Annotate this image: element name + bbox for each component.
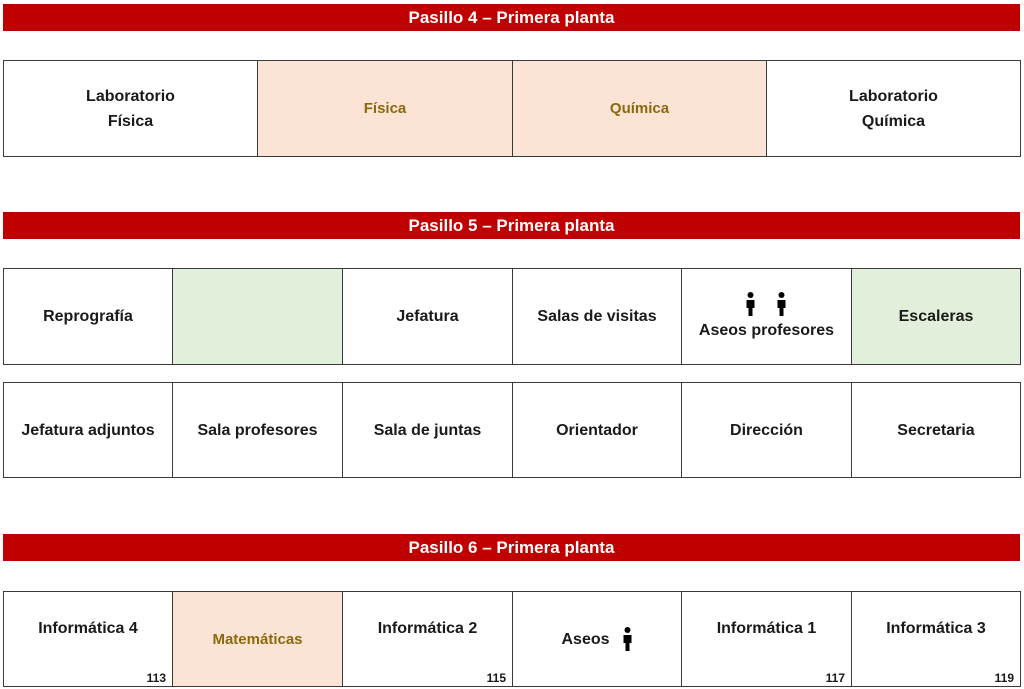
room-reprografia[interactable] bbox=[4, 269, 173, 364]
room-number: 119 bbox=[994, 671, 1014, 685]
room-laboratorio-fisica[interactable] bbox=[4, 61, 258, 156]
person-icon bbox=[745, 292, 756, 316]
room-empty-green[interactable] bbox=[173, 269, 343, 364]
room-label: Informática 4 bbox=[38, 620, 138, 637]
room-label-line1: Laboratorio bbox=[849, 87, 938, 105]
room-label: Informática 2 bbox=[377, 620, 478, 637]
room-number: 113 bbox=[146, 671, 166, 685]
room-matematicas[interactable] bbox=[173, 592, 343, 686]
room-label-line2: Física bbox=[107, 112, 154, 130]
room-label: Secretaria bbox=[897, 421, 975, 439]
room-direccion[interactable] bbox=[682, 383, 852, 477]
room-label: Salas de visitas bbox=[537, 308, 657, 325]
room-label: Jefatura adjuntos bbox=[21, 421, 155, 439]
person-icon bbox=[622, 627, 633, 651]
room-sala-de-juntas[interactable] bbox=[343, 383, 513, 477]
room-label-line1: Laboratorio bbox=[86, 87, 175, 105]
room-label: Física bbox=[363, 100, 407, 117]
room-orientador[interactable] bbox=[513, 383, 682, 477]
room-informatica-1[interactable] bbox=[682, 592, 852, 686]
room-label: Matemáticas bbox=[212, 630, 303, 648]
room-salas-de-visitas[interactable] bbox=[513, 269, 682, 364]
room-number: 117 bbox=[825, 671, 845, 685]
room-label: Aseos bbox=[561, 630, 610, 648]
room-label: Aseos profesores bbox=[698, 322, 835, 339]
room-aseos-profesores[interactable] bbox=[682, 269, 852, 364]
room-label: Informática 3 bbox=[886, 620, 986, 637]
room-label: Sala profesores bbox=[197, 421, 318, 439]
row-pasillo-5-lower bbox=[3, 382, 1021, 478]
section-banner-pasillo-5: Pasillo 5 – Primera planta bbox=[3, 212, 1020, 239]
room-fisica[interactable] bbox=[258, 61, 513, 156]
room-label: Escaleras bbox=[898, 308, 974, 325]
room-informatica-3[interactable] bbox=[852, 592, 1020, 686]
room-label: Reprografía bbox=[43, 308, 133, 325]
room-label: Orientador bbox=[556, 421, 638, 439]
room-informatica-4[interactable] bbox=[4, 592, 173, 686]
room-label-line2: Química bbox=[861, 112, 926, 130]
row-pasillo-4 bbox=[3, 60, 1021, 157]
room-label: Jefatura bbox=[396, 308, 459, 325]
room-jefatura[interactable] bbox=[343, 269, 513, 364]
room-informatica-2[interactable] bbox=[343, 592, 513, 686]
room-label: Informática 1 bbox=[716, 620, 817, 637]
section-banner-pasillo-6: Pasillo 6 – Primera planta bbox=[3, 534, 1020, 561]
room-secretaria[interactable] bbox=[852, 383, 1020, 477]
room-escaleras[interactable] bbox=[852, 269, 1020, 364]
room-quimica[interactable] bbox=[513, 61, 767, 156]
person-icon bbox=[776, 292, 787, 316]
room-laboratorio-quimica[interactable] bbox=[767, 61, 1020, 156]
room-sala-profesores[interactable] bbox=[173, 383, 343, 477]
row-pasillo-5-upper bbox=[3, 268, 1021, 365]
room-label: Química bbox=[609, 100, 670, 117]
room-aseos[interactable] bbox=[513, 592, 682, 686]
room-number: 115 bbox=[486, 671, 506, 685]
room-label: Sala de juntas bbox=[373, 421, 482, 439]
row-pasillo-6 bbox=[3, 591, 1021, 687]
room-jefatura-adjuntos[interactable] bbox=[4, 383, 173, 477]
section-banner-pasillo-4: Pasillo 4 – Primera planta bbox=[3, 4, 1020, 31]
room-label: Dirección bbox=[730, 421, 803, 439]
